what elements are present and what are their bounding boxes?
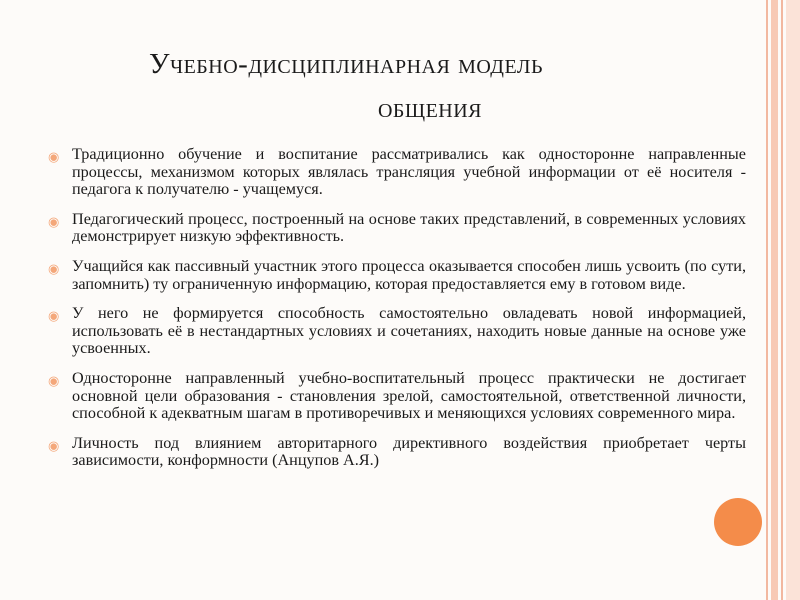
- bullet-item: [48, 435, 746, 470]
- bullet-text: Педагогический процесс, построенный на основе таких представлений, в современных условиях демонстрирует низкую эффективность.: [72, 209, 746, 246]
- bullet-marker-icon: ◉: [48, 437, 60, 453]
- decorative-stripe: [781, 0, 783, 600]
- bullet-text: Личность под влиянием авторитарного директивного воздействия приобретает черты зависимости, конформности (Анцупов А.Я.): [72, 433, 746, 470]
- bullet-marker-icon: ◉: [48, 372, 60, 388]
- decorative-stripe: [786, 0, 800, 600]
- bullet-text: Учащийся как пассивный участник этого процесса оказывается способен лишь усвоить (по сути, запомнить) ту ограниченную информацию, которая предоставляется ему в готовом виде.: [72, 256, 746, 293]
- decorative-stripe: [771, 0, 778, 600]
- bullet-marker-icon: ◉: [48, 149, 60, 164]
- bullet-text: Односторонне направленный учебно-воспитательный процесс практически не достигает основной цели образования - становления зрелой, самостоятельной, ответственной личности, способной к адекватным шагам в противоречивых и меняющихся условиях современного мира.: [72, 368, 746, 423]
- bullet-text: У него не формируется способность самостоятельно овладевать новой информацией, использовать её в нестандартных условиях и сочетаниях, находить новые данные на основе уже усвоенных.: [72, 304, 746, 358]
- slide-title: [60, 42, 680, 130]
- slide-title-line2: общения: [377, 92, 483, 124]
- bullet-item: [48, 305, 746, 358]
- bullet-text: Традиционно обучение и воспитание рассматривались как односторонне направленные процессы, механизмом которых являлась трансляция учебной информации от её носителя - педагога к получателю - учащемуся.: [72, 145, 746, 199]
- bullet-list: [48, 146, 746, 482]
- bullet-item: [48, 258, 746, 293]
- bullet-marker-icon: ◉: [48, 308, 60, 324]
- bullet-item: [48, 370, 746, 423]
- decorative-circle-icon: [714, 498, 762, 546]
- slide-title-line1: Учебно-дисциплинарная модель: [149, 48, 543, 80]
- bullet-item: [48, 146, 746, 199]
- bullet-marker-icon: ◉: [48, 260, 60, 276]
- bullet-item: [48, 211, 746, 246]
- bullet-marker-icon: ◉: [48, 213, 60, 229]
- decorative-stripe: [766, 0, 768, 600]
